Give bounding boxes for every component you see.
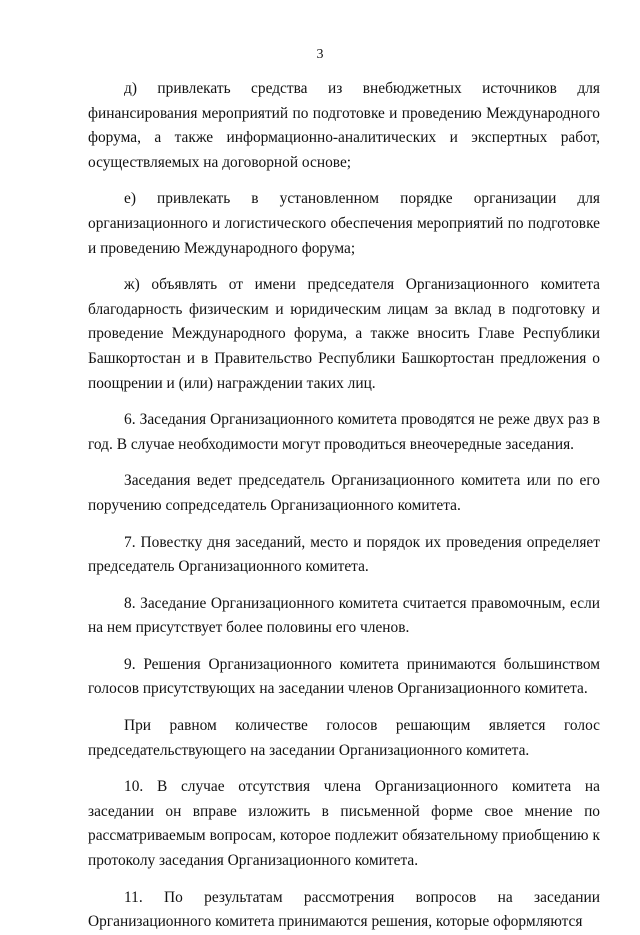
paragraph-item-11: 11. По результатам рассмотрения вопросов на заседании Организационного комитета принимаются решения, которые оформляются — [88, 888, 600, 931]
paragraph-d: д) привлекать средства из внебюджетных источников для финансирования мероприятий по подготовке и проведению Международного форума, а также информационно-аналитических и экспертных работ, осуществляемых на договорной основе; — [88, 80, 600, 171]
document-body — [88, 77, 600, 935]
paragraph-item-8: 8. Заседание Организационного комитета считается правомочным, если на нем присутствует более половины его членов. — [88, 594, 600, 637]
page-number: 3 — [316, 47, 324, 62]
paragraph-item-9: 9. Решения Организационного комитета принимаются большинством голосов присутствующих на заседании членов Организационного комитета. — [88, 655, 600, 698]
paragraph-item-6-continued: Заседания ведет председатель Организационного комитета или по его поручению сопредседатель Организационного комитета. — [88, 472, 600, 514]
paragraph-item-6: 6. Заседания Организационного комитета проводятся не реже двух раз в год. В случае необходимости могут проводиться внеочередные заседания. — [88, 411, 600, 453]
paragraph-zh: ж) объявлять от имени председателя Организационного комитета благодарность физическим и юридическим лицам за вклад в подготовку и проведение Международного форума, а также вносить Главе Республики Башкортостан и в Правительство Республики Башкортостан предложения о поощрении и (или) награждении таких лиц. — [88, 276, 600, 392]
paragraph-e: е) привлекать в установленном порядке организации для организационного и логистического обеспечения мероприятий по подготовке и проведению Международного форума; — [88, 190, 600, 257]
paragraph-item-10: 10. В случае отсутствия члена Организационного комитета на заседании он вправе изложить в письменной форме свое мнение по рассматриваемым вопросам, которое подлежит обязательному приобщению к протоколу заседания Организационного комитета. — [88, 778, 600, 870]
paragraph-item-7: 7. Повестку дня заседаний, место и порядок их проведения определяет председатель Организационного комитета. — [88, 533, 600, 576]
paragraph-item-9-continued: При равном количестве голосов решающим является голос председательствующего на заседании Организационного комитета. — [88, 717, 600, 759]
